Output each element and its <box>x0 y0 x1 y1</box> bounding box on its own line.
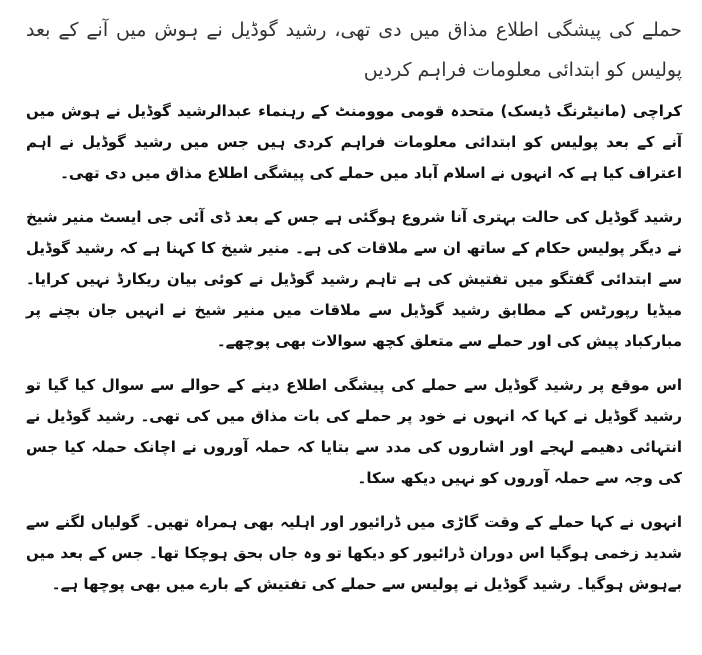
article-paragraph: کراچی (مانیٹرنگ ڈیسک) متحدہ قومی موومنٹ کے رہنماء عبدالرشید گوڈیل نے ہوش میں آنے کے بعد پولیس کو ابتدائی معلومات فراہم کردی ہیں جس میں رشید گوڈیل نے اہم اعتراف کیا ہے کہ انہوں نے اسلام آباد میں حملے کی پیشگی اطلاع مذاق میں دی تھی۔ <box>26 102 682 182</box>
article-headline: حملے کی پیشگی اطلاع مذاق میں دی تھی، رشید گوڈیل نے ہوش میں آنے کے بعد پولیس کو ابتدائی معلومات فراہم کردیں <box>26 19 682 81</box>
article-paragraph: اس موقع پر رشید گوڈیل سے حملے کی پیشگی اطلاع دینے کے حوالے سے سوال کیا گیا تو رشید گوڈیل نے کہا کہ انہوں نے خود پر حملے کی بات مذاق میں کی تھی۔ رشید گوڈیل نے انتہائی دھیمے لہجے اور اشاروں کی مدد سے بتایا کہ حملہ آوروں نے اچانک حملہ کیا جس کی وجہ سے حملہ آوروں کو نہیں دیکھ سکا۔ <box>26 376 682 487</box>
article-paragraph: رشید گوڈیل کی حالت بہتری آنا شروع ہوگئی ہے جس کے بعد ڈی آئی جی ایسٹ منیر شیخ نے دیگر پولیس حکام کے ساتھ ان سے ملاقات کی ہے۔ منیر شیخ کا کہنا ہے کہ رشید گوڈیل سے ابتدائی گفتگو میں تفتیش کی ہے تاہم رشید گوڈیل نے کوئی بیان ریکارڈ نہیں کرایا۔ میڈیا رپورٹس کے مطابق رشید گوڈیل سے ملاقات میں منیر شیخ نے انہیں جان بچنے پر مبارکباد پیش کی اور حملے سے متعلق کچھ سوالات بھی پوچھے۔ <box>26 208 682 350</box>
article-paragraph: انہوں نے کہا حملے کے وقت گاڑی میں ڈرائیور اور اہلیہ بھی ہمراہ تھیں۔ گولیاں لگنے سے شدید زخمی ہوگیا اس دوران ڈرائیور کو دیکھا تو وہ جاں بحق ہوچکا تھا۔ جس کے بعد میں بےہوش ہوگیا۔ رشید گوڈیل نے پولیس سے حملے کی تفتیش کے بارے میں بھی پوچھا ہے۔ <box>26 513 682 593</box>
